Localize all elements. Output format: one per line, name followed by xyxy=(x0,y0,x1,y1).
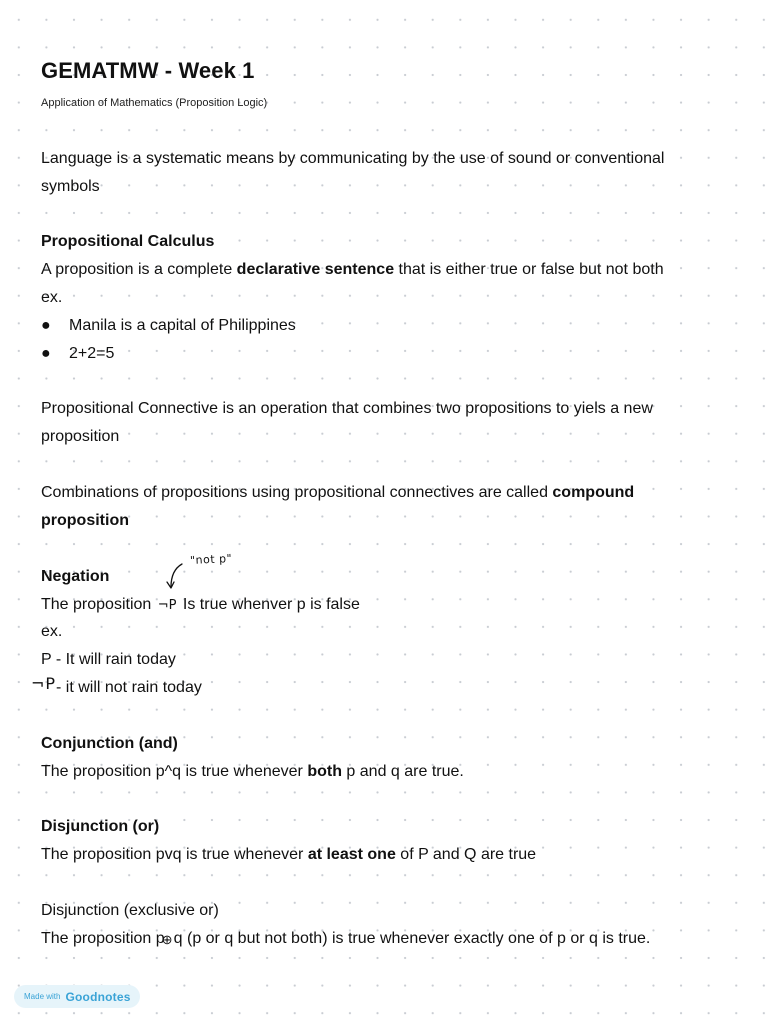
definition-text-before: A proposition is a complete xyxy=(41,261,237,278)
conjunction-heading: Conjunction (and) xyxy=(41,735,178,752)
xor-symbol-glyph: ⊕ xyxy=(161,932,173,947)
compound-text-bold: compound xyxy=(552,484,635,501)
badge-brand-logo: Goodnotes xyxy=(65,989,131,1004)
goodnotes-badge[interactable] xyxy=(14,985,140,1008)
connective-line-1: Propositional Connective is an operation that combines two propositions to yiels a new xyxy=(41,400,653,417)
exclusive-or-text-before: The proposition p xyxy=(41,930,165,947)
intro-line-2: symbols xyxy=(41,178,100,195)
handwritten-arrow-icon xyxy=(160,560,190,594)
disjunction-text-before: The proposition pvq is true whenever xyxy=(41,846,308,863)
exclusive-or-text-after: q (p or q but not both) is true whenever exactly one of p or q is true. xyxy=(173,930,651,947)
disjunction-text-bold: at least one xyxy=(307,846,396,863)
page-title: GEMATMW - Week 1 xyxy=(41,58,255,83)
exclusive-or-definition xyxy=(41,929,650,949)
page-subtitle: Application of Mathematics (Proposition Logic) xyxy=(41,97,268,109)
negation-text-after: Is true whenver p is false xyxy=(178,596,360,613)
exclusive-or-heading: Disjunction (exclusive or) xyxy=(41,902,219,919)
compound-line-2: proposition xyxy=(41,512,129,529)
disjunction-definition xyxy=(41,845,536,865)
negation-text-before: The proposition xyxy=(41,596,156,613)
compound-text-before: Combinations of propositions using propositional connectives are called xyxy=(41,484,553,501)
list-item xyxy=(41,344,114,364)
definition-text-bold: declarative sentence xyxy=(236,261,395,278)
connective-line-2: proposition xyxy=(41,428,120,445)
propositional-calculus-heading: Propositional Calculus xyxy=(41,233,215,250)
intro-line-1: Language is a systematic means by communicating by the use of sound or conventional xyxy=(41,150,665,167)
handwritten-annotation: "not p" xyxy=(189,551,233,568)
negation-heading: Negation xyxy=(41,568,110,585)
negation-example-label: ex. xyxy=(41,623,63,640)
negation-definition xyxy=(41,595,360,616)
list-item xyxy=(41,316,296,336)
negation-example-p: P - It will rain today xyxy=(41,651,176,668)
handwritten-not-p-symbol: ¬P xyxy=(157,598,177,613)
example-label: ex. xyxy=(41,289,63,306)
conjunction-text-after: p and q are true. xyxy=(341,763,464,780)
definition-text-after: that is either true or false but not both xyxy=(394,261,664,278)
disjunction-heading: Disjunction (or) xyxy=(41,818,160,835)
badge-made-with: Made with xyxy=(24,992,61,1001)
list-item-text: 2+2=5 xyxy=(69,345,115,362)
proposition-definition xyxy=(41,260,664,280)
negation-example-not-p: - it will not rain today xyxy=(56,679,202,696)
list-item-text: Manila is a capital of Philippines xyxy=(69,317,296,334)
conjunction-definition xyxy=(41,762,464,782)
conjunction-text-bold: both xyxy=(307,763,342,780)
bullet-dot: ● xyxy=(41,317,51,334)
bullet-dot: ● xyxy=(41,345,51,362)
conjunction-text-before: The proposition p^q is true whenever xyxy=(41,763,308,780)
handwritten-not-p-left: ¬P xyxy=(31,674,57,693)
compound-line-1 xyxy=(41,483,634,503)
disjunction-text-after: of P and Q are true xyxy=(395,846,537,863)
